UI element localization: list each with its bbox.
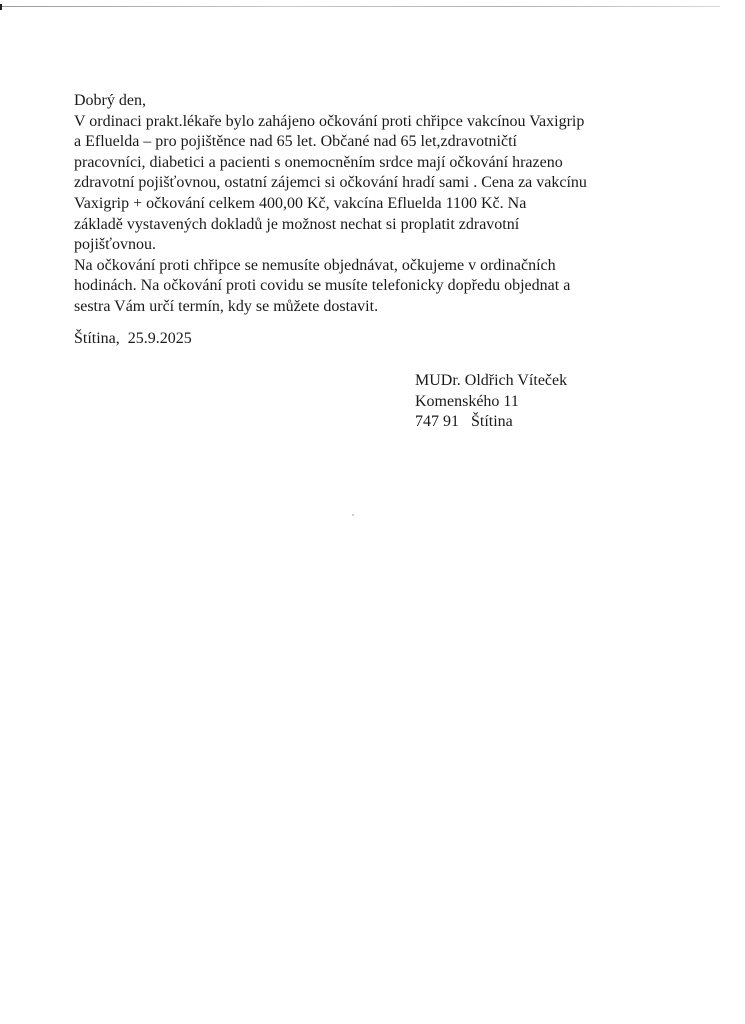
letter-line: V ordinaci prakt.lékaře bylo zahájeno očkování proti chřipce vakcínou Vaxigrip [74,112,585,130]
letter-line: pojišťovnou. [74,236,156,254]
letter-line: základě vystavených dokladů je možnost nechat si proplatit zdravotní [74,215,520,233]
letter-line: Na očkování proti chřipce se nemusíte objednávat, očkujeme v ordinačních [74,256,556,274]
signature-block [415,371,567,433]
letter-line: pracovníci, diabetici a pacienti s onemocněním srdce mají očkování hrazeno [74,153,563,171]
signature-city: 747 91 Štítina [415,413,513,431]
scan-edge-line [0,6,720,7]
letter-body [74,91,634,318]
scan-edge-mark [0,4,2,10]
letter-line: hodinách. Na očkování proti covidu se musíte telefonicky dopředu objednat a [74,277,571,295]
signature-street: Komenského 11 [415,392,519,410]
letter-line: a Efluelda – pro pojištěnce nad 65 let. Občané nad 65 let,zdravotničtí [74,133,517,151]
letter-line: sestra Vám určí termín, kdy se můžete dostavit. [74,297,379,315]
letter-line: Vaxigrip + očkování celkem 400,00 Kč, vakcína Efluelda 1100 Kč. Na [74,194,527,212]
letter-line: zdravotní pojišťovnou, ostatní zájemci si očkování hradí sami . Cena za vakcínu [74,174,587,192]
place-and-date: Štítina, 25.9.2025 [74,330,192,347]
signature-name: MUDr. Oldřich Víteček [415,372,568,389]
letter-greeting: Dobrý den, [74,92,146,109]
scan-speck [352,514,354,516]
